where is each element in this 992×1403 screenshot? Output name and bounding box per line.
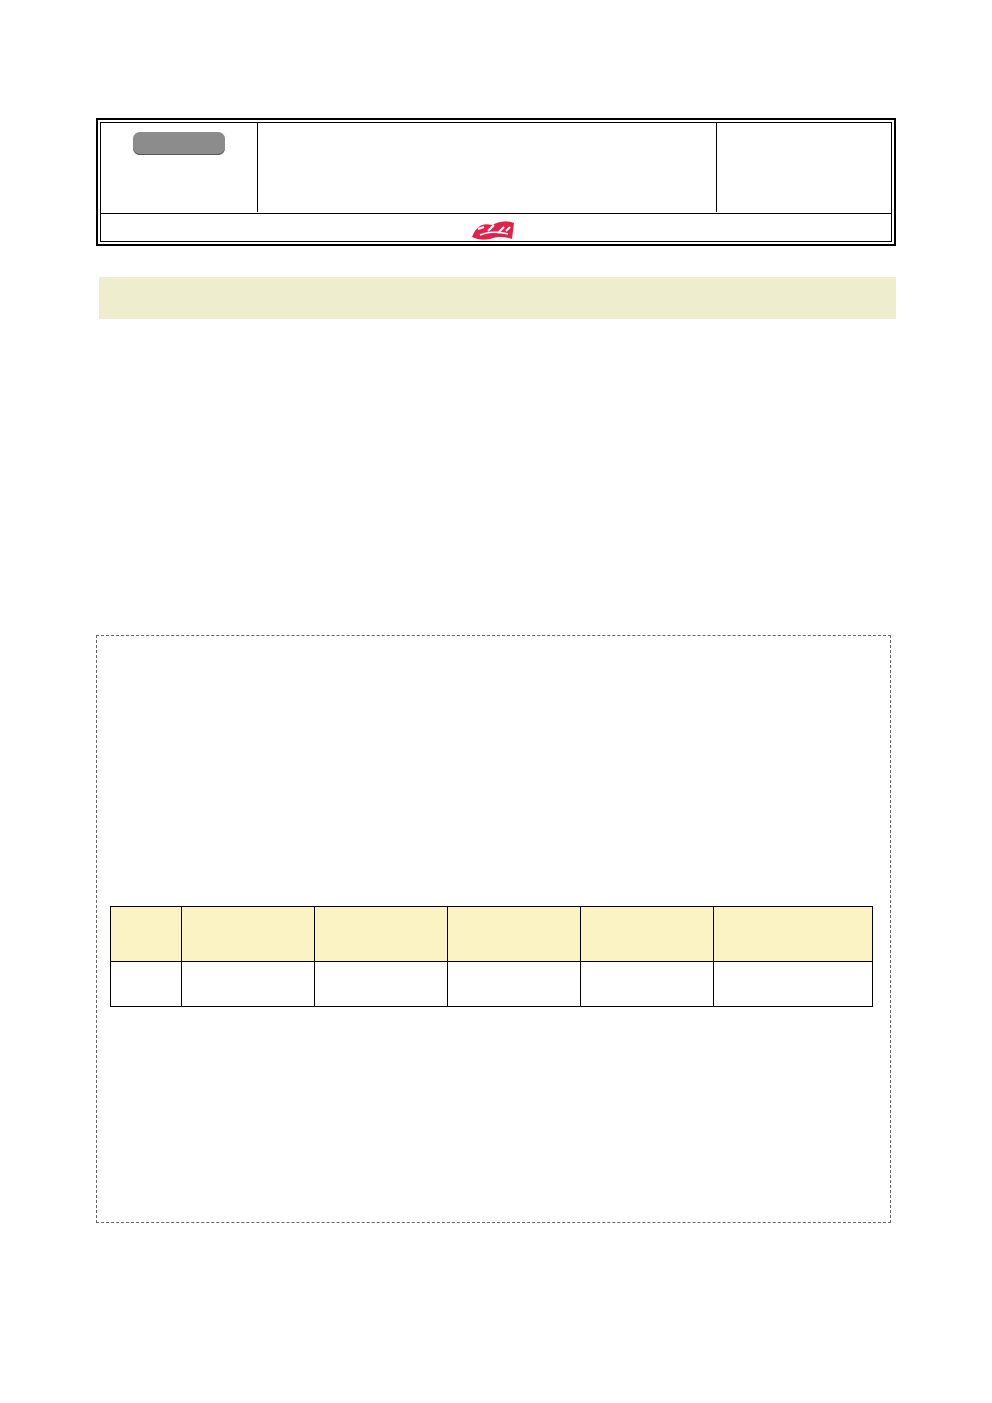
cost-cell-insurance [448, 962, 581, 1007]
school-motto [101, 123, 258, 212]
department-info [717, 123, 891, 212]
cost-table-header-row [111, 907, 873, 962]
cost-header-total [581, 907, 714, 962]
cost-cell-vehicle [315, 962, 448, 1007]
cost-cell-remarks [714, 962, 873, 1007]
cost-cell-grade [111, 962, 182, 1007]
banner-top-stripe [99, 270, 896, 277]
cost-table-row [111, 962, 873, 1007]
notice-box [96, 635, 891, 1223]
cost-header-vehicle [315, 907, 448, 962]
banner-title [99, 277, 896, 319]
cost-table [110, 906, 873, 1007]
newsletter-header [96, 118, 896, 246]
cost-header-facility [182, 907, 315, 962]
school-slogan [101, 213, 891, 247]
school-emblem-icon [470, 219, 516, 241]
cost-header-remarks [714, 907, 873, 962]
header-inner-frame [100, 122, 892, 242]
cost-header-insurance [448, 907, 581, 962]
cost-header-blank [111, 907, 182, 962]
banner-bottom-stripe [99, 319, 896, 328]
cost-cell-facility [182, 962, 315, 1007]
cost-cell-total [581, 962, 714, 1007]
motto-badge [133, 132, 225, 155]
newsletter-title [258, 123, 717, 212]
